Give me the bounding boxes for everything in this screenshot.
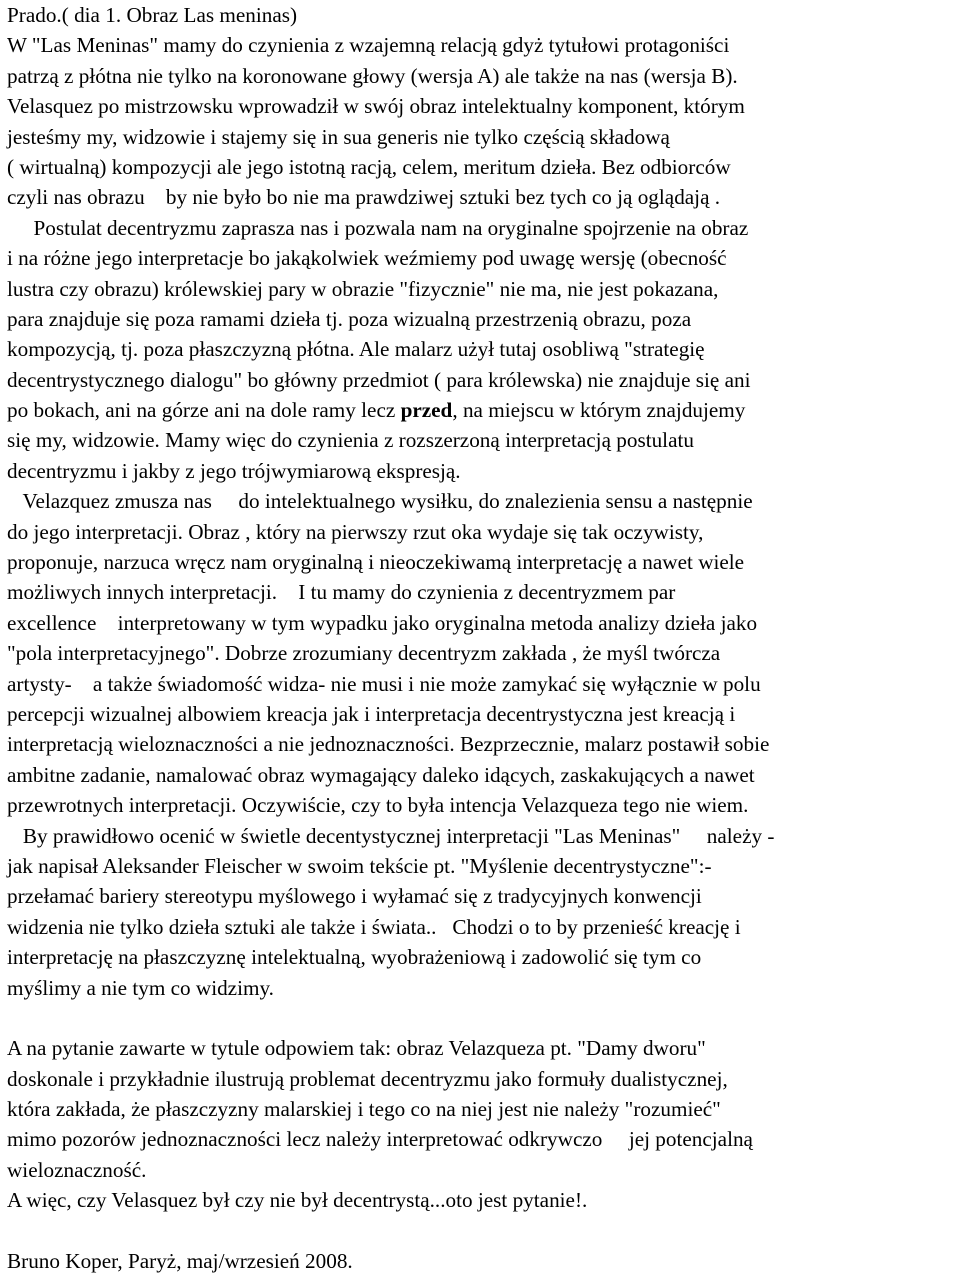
text-line: widzenia nie tylko dzieła sztuki ale także i świata.. Chodzi o to by przenieść kreację i	[7, 914, 741, 939]
text-line: patrzą z płótna nie tylko na koronowane głowy (wersja A) ale także na nas (wersja B).	[7, 63, 738, 88]
text-line: By prawidłowo ocenić w świetle decentystycznej interpretacji "Las Meninas" należy -	[7, 823, 775, 848]
text-line: doskonale i przykładnie ilustrują problemat decentryzmu jako formuły dualistycznej,	[7, 1066, 728, 1091]
text-line: która zakłada, że płaszczyzny malarskiej i tego co na niej jest nie należy "rozumieć"	[7, 1097, 721, 1122]
paragraph-block-3	[7, 1033, 957, 1215]
text-line: interpretacją wieloznaczności a nie jednoznaczności. Bezprzecznie, malarz postawił sobie	[7, 732, 770, 757]
text-line: artysty- a także świadomość widza- nie musi i nie może zamykać się wyłącznie w polu	[7, 671, 761, 696]
text-line: percepcji wizualnej albowiem kreacja jak i interpretacja decentrystyczna jest kreacją i	[7, 701, 736, 726]
text-line: czyli nas obrazu by nie było bo nie ma prawdziwej sztuki bez tych co ją oglądają .	[7, 185, 721, 210]
text-line: excellence interpretowany w tym wypadku jako oryginalna metoda analizy dzieła jako	[7, 610, 758, 635]
text-line: się my, widzowie. Mamy więc do czynienia z rozszerzoną interpretacją postulatu	[7, 428, 694, 453]
text-line: W "Las Meninas" mamy do czynienia z wzajemną relacją gdyż tytułowi protagoniści	[7, 33, 730, 58]
text-line: przewrotnych interpretacji. Oczywiście, czy to była intencja Velazqueza tego nie wiem.	[7, 793, 749, 818]
paragraph-block-2	[7, 425, 957, 1002]
text-line: przełamać bariery stereotypu myślowego i wyłamać się z tradycyjnych konwencji	[7, 884, 702, 909]
blank-line	[7, 1216, 957, 1246]
text-line: Postulat decentryzmu zaprasza nas i pozwala nam na oryginalne spojrzenie na obraz	[7, 215, 749, 240]
text-line: decentrystycznego dialogu" bo główny przedmiot ( para królewska) nie znajduje się ani	[7, 367, 751, 392]
text-line: proponuje, narzuca wręcz nam oryginalną i nieoczekiwamą interpretację a nawet wiele	[7, 550, 745, 575]
text-line: A na pytanie zawarte w tytule odpowiem tak: obraz Velazqueza pt. "Damy dworu"	[7, 1036, 706, 1061]
text-line: jak napisał Aleksander Fleischer w swoim tekście pt. "Myślenie decentrystyczne":-	[7, 853, 712, 878]
text-line: decentryzmu i jakby z jego trójwymiarową ekspresją.	[7, 458, 461, 483]
text-line: wieloznaczność.	[7, 1157, 147, 1182]
blank-line	[7, 1003, 957, 1033]
text-line: do jego interpretacji. Obraz , który na pierwszy rzut oka wydaje się tak oczywisty,	[7, 519, 704, 544]
text-line: i na różne jego interpretacje bo jakąkolwiek weźmiemy pod uwagę wersję (obecność	[7, 246, 727, 271]
text-segment: po bokach, ani na górze ani na dole ramy lecz	[7, 398, 401, 423]
text-line-with-emphasis	[7, 395, 957, 425]
text-line: możliwych innych interpretacji. I tu mamy do czynienia z decentryzmem par	[7, 580, 676, 605]
text-line: para znajduje się poza ramami dzieła tj. poza wizualną przestrzenią obrazu, poza	[7, 306, 692, 331]
text-line: Velasquez po mistrzowsku wprowadził w swój obraz intelektualny komponent, którym	[7, 94, 745, 119]
emphasis-word: przed	[400, 398, 453, 423]
text-line: A więc, czy Velasquez był czy nie był decentrystą...oto jest pytanie!.	[7, 1188, 588, 1213]
text-line: lustra czy obrazu) królewskiej pary w obrazie "fizycznie" nie ma, nie jest pokazana,	[7, 276, 719, 301]
document-page	[7, 0, 957, 1276]
text-line: jesteśmy my, widzowie i stajemy się in sua generis nie tylko częścią składową	[7, 124, 670, 149]
paragraph-block-1	[7, 0, 957, 425]
text-line: ( wirtualną) kompozycji ale jego istotną racją, celem, meritum dzieła. Bez odbiorców	[7, 154, 731, 179]
text-line: myślimy a nie tym co widzimy.	[7, 975, 274, 1000]
text-line: kompozycją, tj. poza płaszczyzną płótna. Ale malarz użył tutaj osobliwą "strategię	[7, 337, 705, 362]
text-line: Prado.( dia 1. Obraz Las meninas)	[7, 3, 298, 27]
text-line: "pola interpretacyjnego". Dobrze zrozumiany decentryzm zakłada , że myśl twórcza	[7, 641, 721, 666]
text-line: mimo pozorów jednoznaczności lecz należy interpretować odkrywczo jej potencjalną	[7, 1127, 753, 1152]
text-segment: , na miejscu w którym znajdujemy	[452, 398, 746, 423]
text-line: interpretację na płaszczyznę intelektualną, wyobrażeniową i zadowolić się tym co	[7, 945, 702, 970]
text-line: Velazquez zmusza nas do intelektualnego wysiłku, do znalezienia sensu a następnie	[7, 489, 753, 514]
text-line: ambitne zadanie, namalować obraz wymagający daleko idących, zaskakujących a nawet	[7, 762, 755, 787]
signature-line: Bruno Koper, Paryż, maj/wrzesień 2008.	[7, 1249, 353, 1274]
